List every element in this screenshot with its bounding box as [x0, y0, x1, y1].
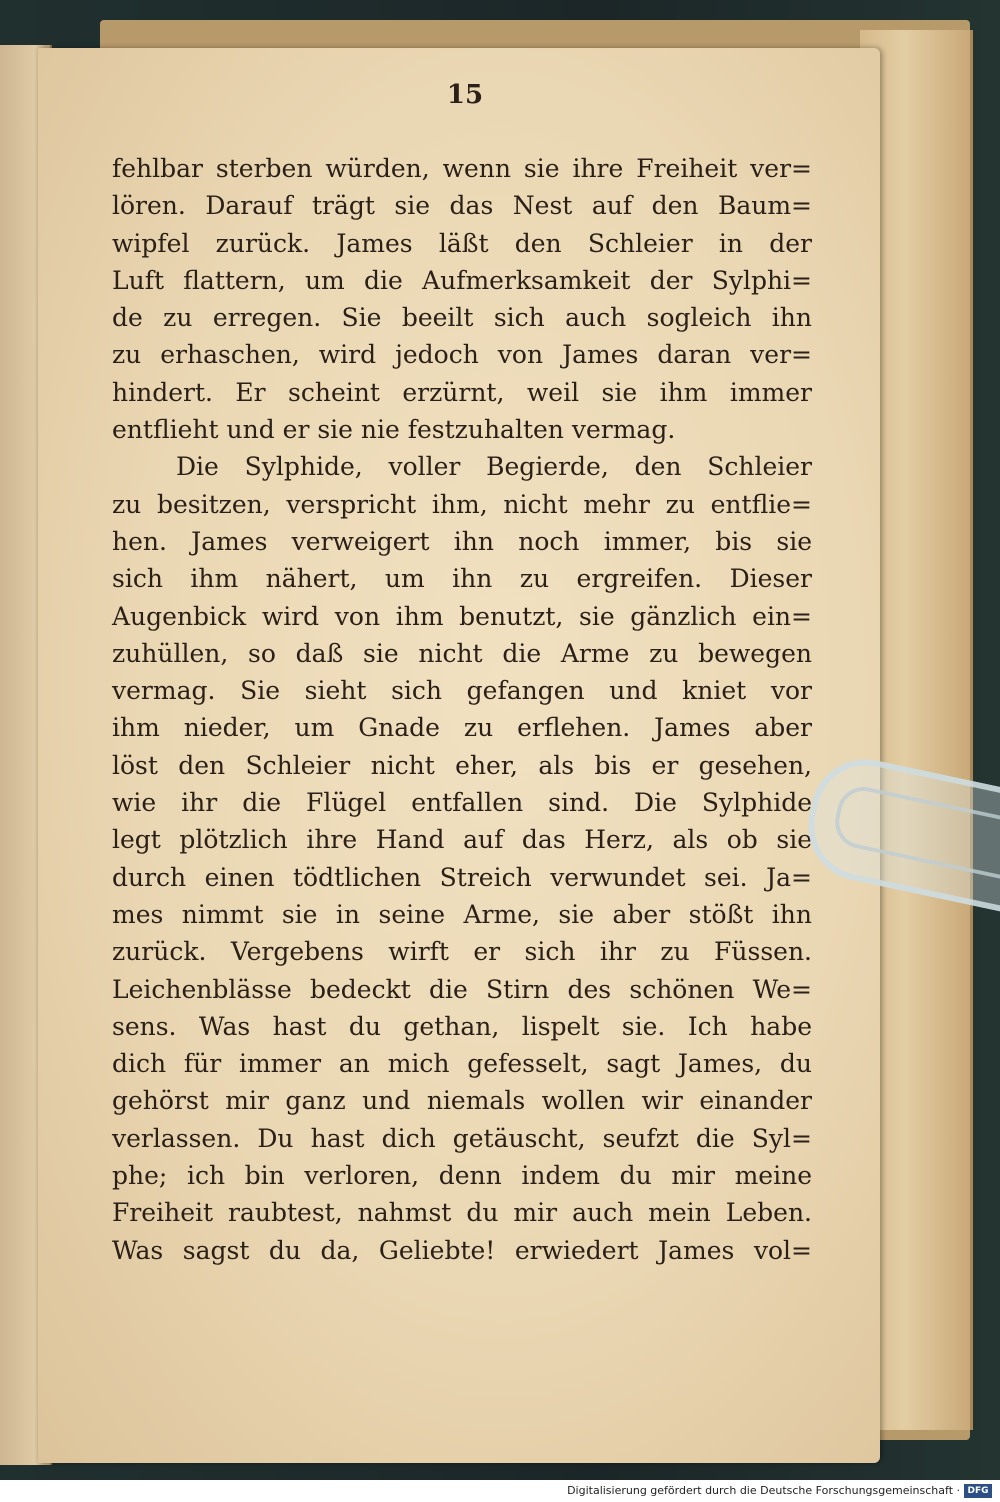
text-line: entflieht und er sie nie festzuhalten vermag. — [112, 415, 676, 445]
text-line: vermag. Sie sieht sich gefangen und kniet vor — [112, 676, 812, 706]
text-line: phe; ich bin verloren, denn indem du mir meine — [112, 1161, 812, 1191]
page-number: 15 — [446, 80, 484, 110]
text-line: Leichenblässe bedeckt die Stirn des schönen We= — [112, 974, 812, 1004]
text-line: fehlbar sterben würden, wenn sie ihre Freiheit ver= — [112, 154, 812, 183]
text-line: dich für immer an mich gefesselt, sagt James, du — [112, 1049, 812, 1079]
funding-credit: Digitalisierung gefördert durch die Deutsche Forschungsgemeinschaft · — [567, 1484, 960, 1497]
text-line: hen. James verweigert ihn noch immer, bis sie — [112, 526, 812, 556]
text-line: verlassen. Du hast dich getäuscht, seufzt die Syl= — [112, 1123, 812, 1153]
text-line: de zu erregen. Sie beeilt sich auch sogleich ihn — [112, 303, 812, 333]
text-line: hindert. Er scheint erzürnt, weil sie ihm immer — [112, 377, 812, 407]
page-text — [112, 150, 812, 1269]
text-line: Luft flattern, um die Aufmerksamkeit der Sylphi= — [112, 265, 812, 295]
text-line: zurück. Vergebens wirft er sich ihr zu Füssen. — [112, 937, 812, 967]
text-line: ihm nieder, um Gnade zu erflehen. James aber — [112, 713, 812, 743]
text-line: sich ihm nähert, um ihn zu ergreifen. Dieser — [112, 564, 812, 594]
text-line: gehörst mir ganz und niemals wollen wir einander — [112, 1086, 812, 1116]
text-line: zu erhaschen, wird jedoch von James daran ver= — [112, 340, 812, 370]
text-line: zuhüllen, so daß sie nicht die Arme zu bewegen — [112, 638, 812, 668]
text-line: Die Sylphide, voller Begierde, den Schleier — [176, 452, 812, 482]
text-line: zu besitzen, verspricht ihm, nicht mehr zu entflie= — [112, 489, 812, 519]
text-line: legt plötzlich ihre Hand auf das Herz, als ob sie — [112, 825, 812, 855]
text-line: wie ihr die Flügel entfallen sind. Die Sylphide — [112, 788, 812, 818]
text-line: löst den Schleier nicht eher, als bis er gesehen, — [112, 750, 812, 780]
text-line: wipfel zurück. James läßt den Schleier in der — [112, 228, 812, 258]
text-line: durch einen tödtlichen Streich verwundet sei. Ja= — [112, 862, 812, 892]
dfg-logo: DFG — [964, 1484, 992, 1498]
footer-bar — [0, 1480, 1000, 1502]
text-line: mes nimmt sie in seine Arme, sie aber stößt ihn — [112, 899, 812, 929]
text-line: Augenbick wird von ihm benutzt, sie gänzlich ein= — [112, 601, 812, 631]
text-line: sens. Was hast du gethan, lispelt sie. Ich habe — [112, 1011, 812, 1041]
text-line: lören. Darauf trägt sie das Nest auf den Baum= — [112, 191, 812, 221]
text-line: Was sagst du da, Geliebte! erwiedert James vol= — [112, 1235, 812, 1265]
text-line: Freiheit raubtest, nahmst du mir auch mein Leben. — [112, 1198, 812, 1228]
